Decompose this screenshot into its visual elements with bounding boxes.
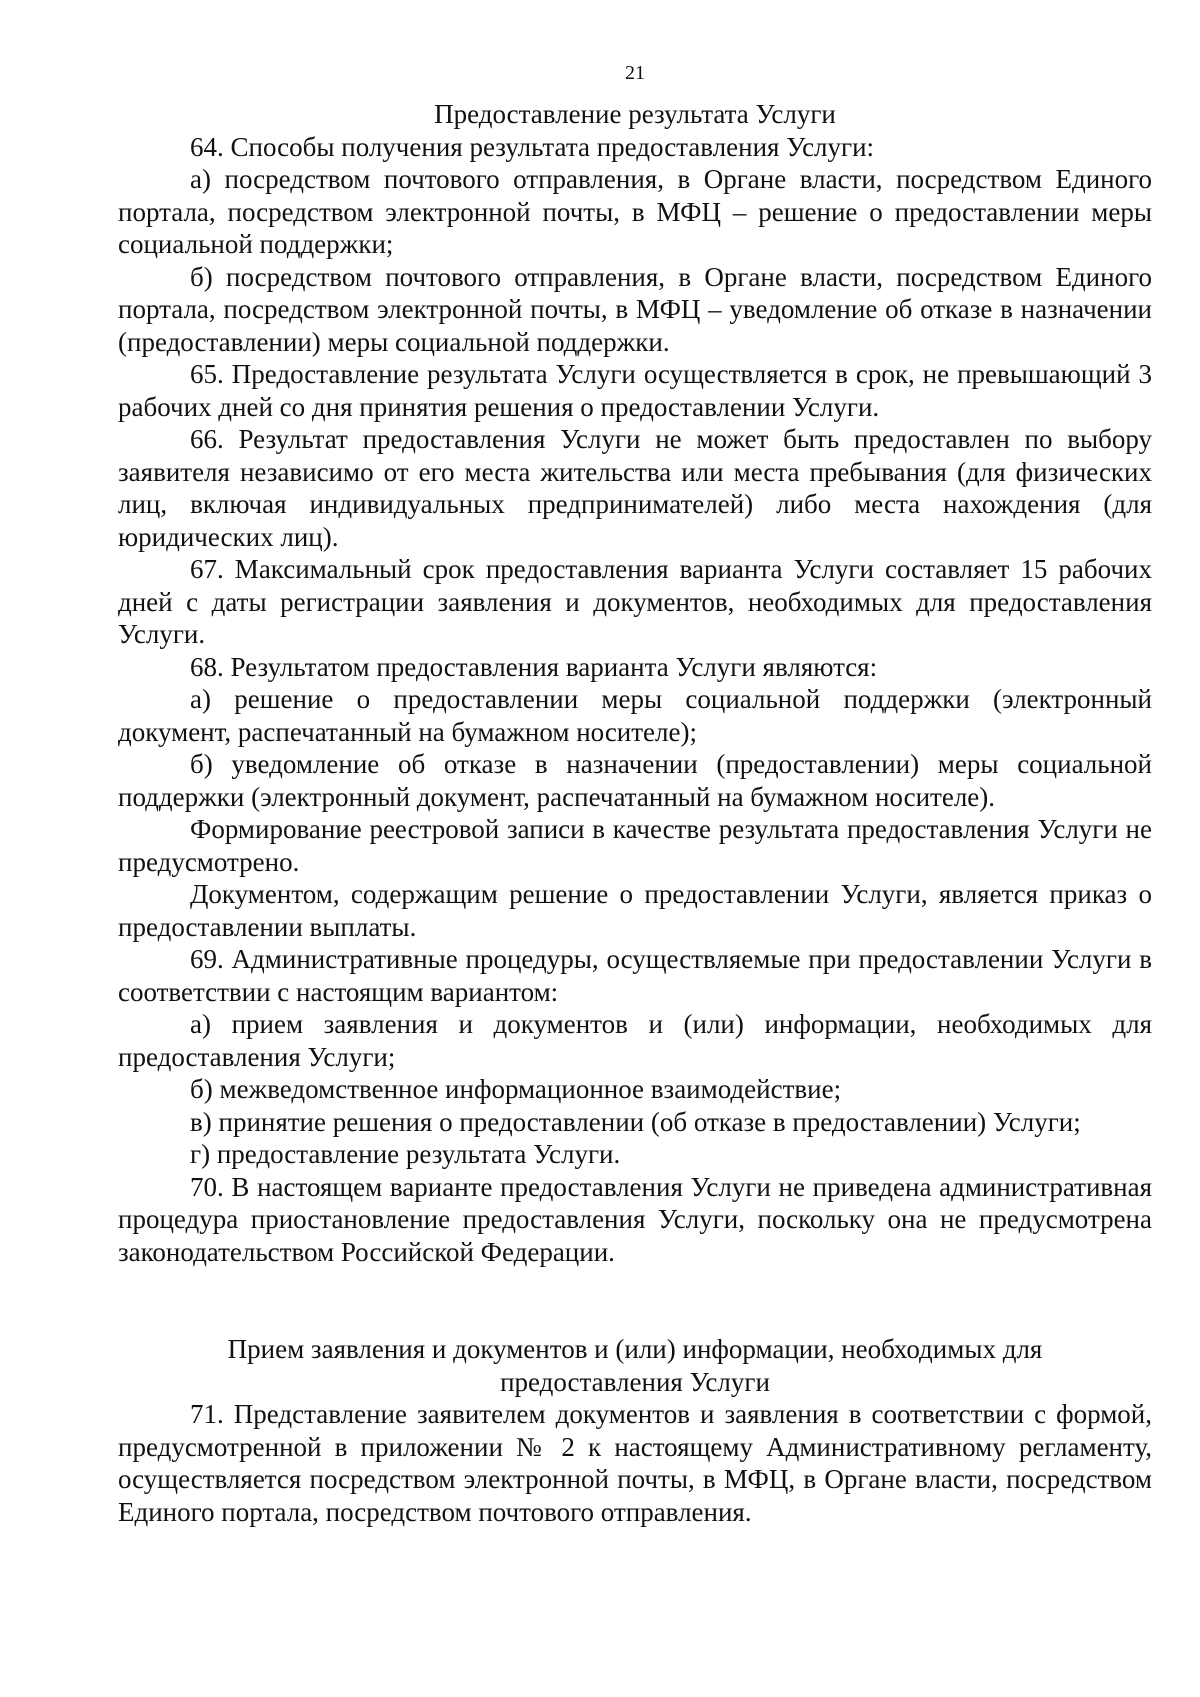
paragraph-69a: а) прием заявления и документов и (или) информации, необходимых для предоставления Услуги;: [118, 1009, 1152, 1072]
paragraph-69: 69. Административные процедуры, осуществляемые при предоставлении Услуги в соответствии с настоящим вариантом:: [118, 944, 1152, 1007]
paragraph-70: 70. В настоящем варианте предоставления Услуги не приведена административная процедура приостановление предоставления Услуги, поскольку она не предусмотрена законодательством Российской Федерации.: [118, 1171, 1152, 1267]
paragraph-68: 68. Результатом предоставления варианта Услуги являются:: [190, 651, 878, 682]
section-spacer: [118, 1268, 1152, 1333]
paragraph-66: 66. Результат предоставления Услуги не может быть предоставлен по выбору заявителя независимо от его места жительства или места пребывания (для физических лиц, включая индивидуальных предпринимателей) либо места нахождения (для юридических лиц).: [118, 424, 1152, 552]
paragraph-68a: а) решение о предоставлении меры социальной поддержки (электронный документ, распечатанный на бумажном носителе);: [118, 684, 1152, 747]
paragraph-registry-record: Формирование реестровой записи в качестве результата предоставления Услуги не предусмотрено.: [118, 814, 1152, 877]
page-number: 21: [625, 62, 645, 84]
paragraph-69b: б) межведомственное информационное взаимодействие;: [190, 1074, 842, 1104]
paragraph-71: 71. Представление заявителем документов и заявления в соответствии с формой, предусмотренной в приложении № 2 к настоящему Административному регламенту, осуществляется посредством электронной почты, в МФЦ, в Органе власти, посредством Единого портала, посредством почтового отправления.: [118, 1399, 1152, 1527]
paragraph-67: 67. Максимальный срок предоставления варианта Услуги составляет 15 рабочих дней с даты регистрации заявления и документов, необходимых для предоставления Услуги.: [118, 554, 1152, 649]
paragraph-65: 65. Предоставление результата Услуги осуществляется в срок, не превышающий 3 рабочих дней со дня принятия решения о предоставлении Услуги.: [118, 359, 1152, 422]
paragraph-decision-document: Документом, содержащим решение о предоставлении Услуги, является приказ о предоставлении выплаты.: [118, 879, 1152, 942]
paragraph-69c: в) принятие решения о предоставлении (об отказе в предоставлении) Услуги;: [190, 1106, 1081, 1137]
document-page: [118, 58, 1152, 1528]
section-title: Предоставление результата Услуги: [434, 99, 836, 129]
paragraph-68b: б) уведомление об отказе в назначении (предоставлении) меры социальной поддержки (электронный документ, распечатанный на бумажном носителе).: [118, 749, 1152, 812]
paragraph-64: 64. Способы получения результата предоставления Услуги:: [190, 131, 875, 162]
section-title-line-2: предоставления Услуги: [500, 1366, 770, 1397]
section-title-line-1: Прием заявления и документов и (или) информации, необходимых для: [227, 1334, 1043, 1364]
paragraph-64b: б) посредством почтового отправления, в Органе власти, посредством Единого портала, посредством электронной почты, в МФЦ – уведомление об отказе в назначении (предоставлении) меры социальной поддержки.: [118, 261, 1152, 357]
section-application-intake: [118, 1333, 1152, 1528]
paragraph-64a: а) посредством почтового отправления, в Органе власти, посредством Единого портала, посредством электронной почты, в МФЦ – решение о предоставлении меры социальной поддержки;: [118, 164, 1152, 259]
paragraph-69d: г) предоставление результата Услуги.: [190, 1139, 621, 1169]
section-result-delivery: [118, 98, 1152, 1268]
